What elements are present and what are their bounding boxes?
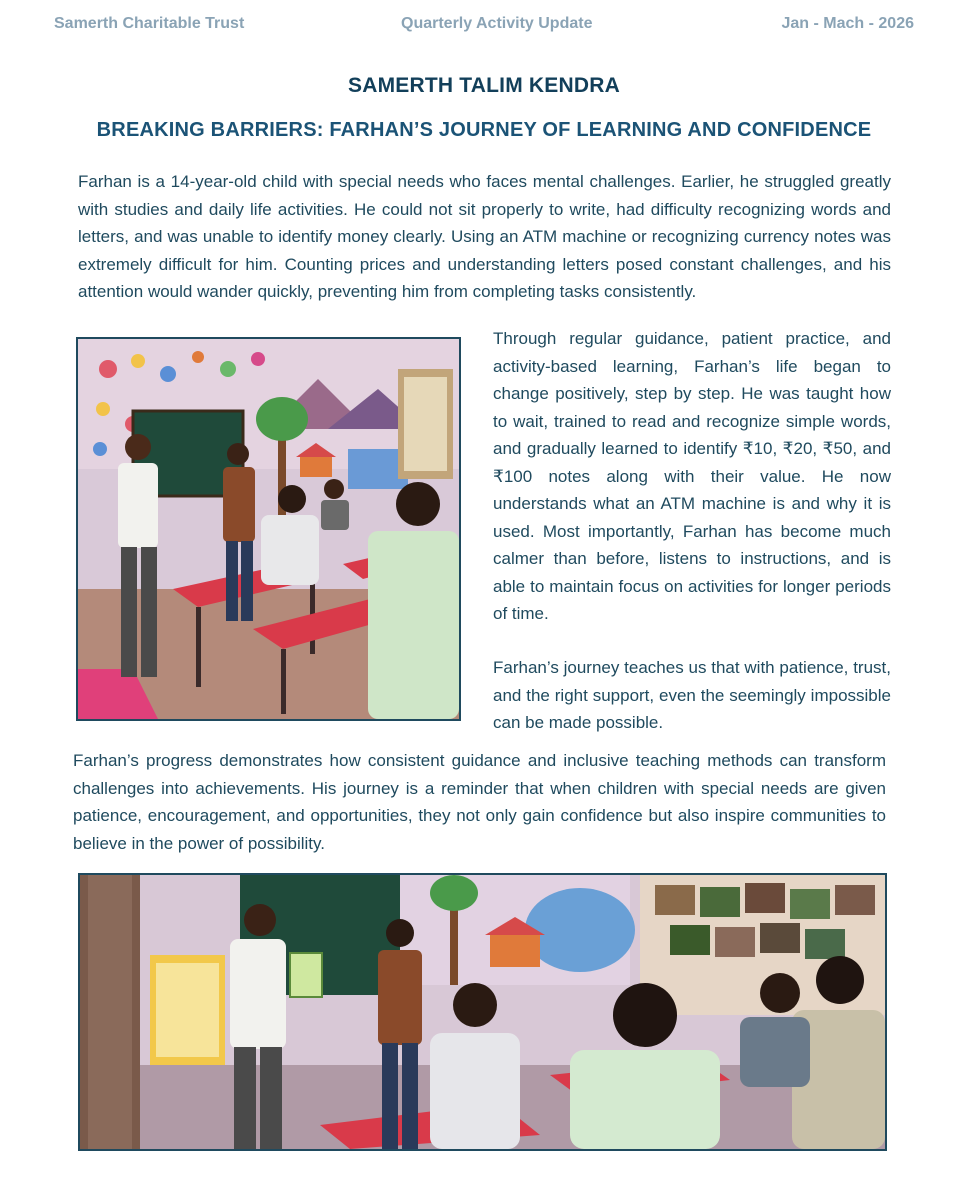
centre-title: SAMERTH TALIM KENDRA (348, 74, 620, 97)
report-period: Jan - Mach - 2026 (781, 15, 914, 32)
report-type: Quarterly Activity Update (401, 15, 593, 32)
classroom-photo-bottom (78, 873, 887, 1151)
classroom-photo-top (76, 337, 461, 721)
story-intro-paragraph: Farhan is a 14-year-old child with special needs who faces mental challenges. Earlier, he struggled greatly with studies and daily life activities. He could not sit properly to write, had difficulty recognizing words and letters, and was unable to identify money clearly. Using an ATM machine or recognizing currency notes was extremely difficult for him. Counting prices and understanding letters posed constant challenges, and his attention would wander quickly, preventing him from completing tasks consistently. (78, 172, 891, 301)
organization-name: Samerth Charitable Trust (54, 15, 245, 32)
story-lesson-paragraph: Farhan’s journey teaches us that with patience, trust, and the right support, even the seemingly impossible can be made possible. (493, 658, 891, 732)
story-progress-paragraph: Through regular guidance, patient practice, and activity-based learning, Farhan’s life began to change positively, step by step. He was taught how to wait, trained to read and recognize simple words, and gradually learned to identify ₹10, ₹20, ₹50, and ₹100 notes along with their value. He now understands what an ATM machine is and why it is used. Most importantly, Farhan has become much calmer than before, listens to instructions, and is able to maintain focus on activities for longer periods of time. (493, 329, 891, 623)
story-conclusion-paragraph: Farhan’s progress demonstrates how consistent guidance and inclusive teaching methods can transform challenges into achievements. His journey is a reminder that when children with special needs are given patience, encouragement, and opportunities, they not only gain confidence but also inspire communities to believe in the power of possibility. (73, 751, 886, 853)
story-title: BREAKING BARRIERS: FARHAN’S JOURNEY OF LEARNING AND CONFIDENCE (96, 119, 872, 141)
